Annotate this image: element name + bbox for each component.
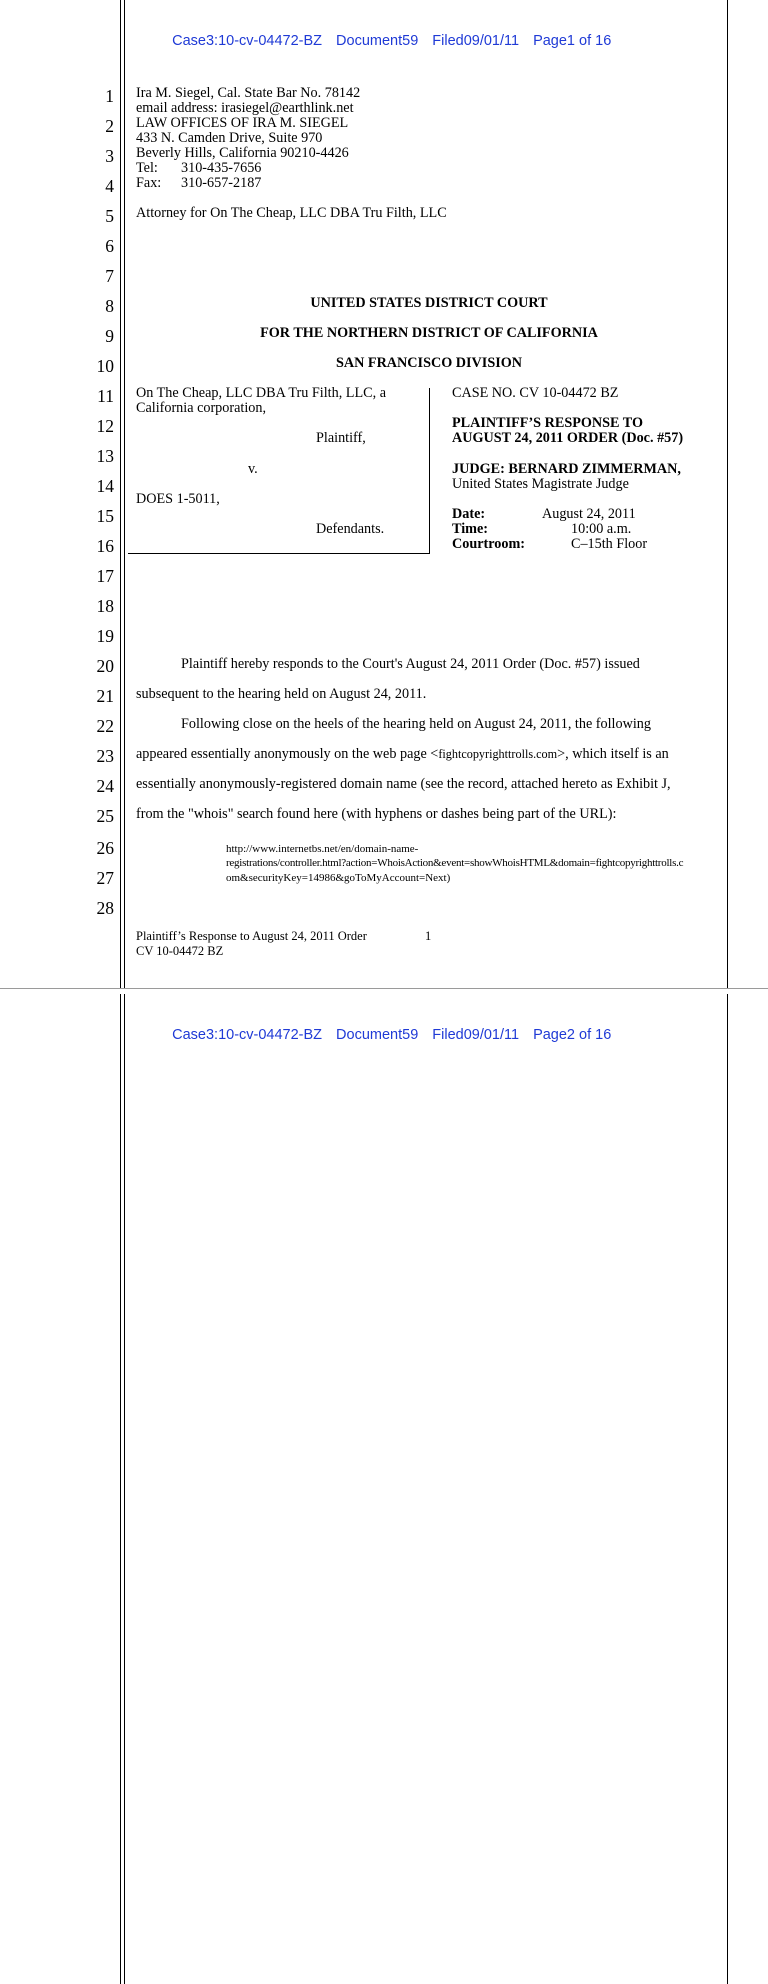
line-number: 14: [96, 476, 114, 496]
attorney-fax: 310-657-2187: [181, 175, 262, 191]
attorney-fax-label: Fax:: [136, 175, 162, 191]
line-number: 21: [96, 686, 114, 706]
line-number: 5: [105, 206, 114, 226]
caption-divider: [429, 388, 430, 554]
document-title-line2: AUGUST 24, 2011 ORDER (Doc. #57): [452, 430, 684, 446]
header-page: Page2 of 16: [533, 1027, 612, 1043]
attorney-name: Ira M. Siegel, Cal. State Bar No. 78142: [136, 85, 361, 101]
body-line-24: essentially anonymously-registered domain name (see the record, attached hereto as Exhibit J,: [136, 776, 671, 792]
left-margin-rule-outer: [120, 994, 121, 1984]
line-number: 25: [96, 806, 114, 826]
line-number: 18: [96, 596, 114, 616]
line-number: 9: [105, 326, 114, 346]
attorney-city: Beverly Hills, California 90210-4426: [136, 145, 349, 161]
body-line-23-start: appeared essentially anonymously on the web page <: [136, 746, 439, 762]
time-label: Time:: [452, 521, 488, 537]
line-number: 10: [96, 356, 114, 376]
line-number: 4: [105, 176, 114, 196]
header-document: Document59: [336, 33, 419, 49]
right-margin-rule: [727, 994, 728, 1984]
line-number: 7: [105, 266, 114, 286]
body-line-23: [136, 747, 669, 762]
attorney-for: Attorney for On The Cheap, LLC DBA Tru Filth, LLC: [136, 205, 447, 221]
body-line-23-end: >, which itself is an: [557, 746, 669, 762]
header-case: Case3:10-cv-04472-BZ: [172, 33, 323, 49]
body-line-20: Plaintiff hereby responds to the Court's August 24, 2011 Order (Doc. #57) issued: [181, 656, 640, 672]
defendant-label: Defendants.: [316, 521, 385, 537]
time-value: 10:00 a.m.: [571, 521, 632, 537]
left-margin-rule-outer: [120, 0, 121, 990]
caption-bottom-rule: [128, 553, 430, 554]
header-filed: Filed09/01/11: [432, 33, 520, 49]
line-number: 22: [96, 716, 114, 736]
line-number: 23: [96, 746, 114, 766]
plaintiff-label: Plaintiff,: [316, 430, 366, 446]
pdf-page-1: [0, 0, 768, 990]
url-line-2: registrations/controller.html?action=WhoisAction&event=showWhoisHTML&domain=fightcopyrighttrolls.c: [226, 857, 684, 869]
pdf-page-2: [0, 994, 768, 1984]
defendant-name: DOES 1-5011,: [136, 491, 220, 507]
line-number: 12: [96, 416, 114, 436]
document-title-line1: PLAINTIFF’S RESPONSE TO: [452, 415, 644, 431]
body-line-21: subsequent to the hearing held on August 24, 2011.: [136, 686, 427, 702]
versus: v.: [248, 461, 258, 477]
court-district: FOR THE NORTHERN DISTRICT OF CALIFORNIA: [260, 325, 598, 341]
line-number: 11: [97, 386, 114, 406]
date-value: August 24, 2011: [542, 506, 636, 522]
line-number: 17: [96, 566, 114, 586]
ecf-header: [156, 1011, 625, 1059]
attorney-firm: LAW OFFICES OF IRA M. SIEGEL: [136, 115, 349, 131]
header-page: Page1 of 16: [533, 33, 612, 49]
attorney-tel: 310-435-7656: [181, 160, 262, 176]
line-number: 27: [96, 868, 114, 888]
attorney-street: 433 N. Camden Drive, Suite 970: [136, 130, 323, 146]
line-number: 1: [105, 86, 114, 106]
line-number: 28: [96, 898, 114, 918]
line-number: 13: [96, 446, 114, 466]
judge-name: JUDGE: BERNARD ZIMMERMAN,: [452, 461, 681, 477]
line-number: 15: [96, 506, 114, 526]
header-case: Case3:10-cv-04472-BZ: [172, 1027, 323, 1043]
footer-title: Plaintiff’s Response to August 24, 2011 Order: [136, 929, 367, 943]
line-number: 20: [96, 656, 114, 676]
web-page-name: fightcopyrighttrolls.com: [438, 747, 558, 761]
attorney-email: email address: irasiegel@earthlink.net: [136, 100, 354, 116]
courtroom-label: Courtroom:: [452, 536, 526, 552]
case-number: CASE NO. CV 10-04472 BZ: [452, 385, 619, 401]
footer-page-number: 1: [425, 929, 432, 943]
court-division: SAN FRANCISCO DIVISION: [335, 355, 523, 371]
left-margin-rule-inner: [124, 0, 125, 990]
footer-case-number: CV 10-04472 BZ: [136, 944, 224, 958]
header-document: Document59: [336, 1027, 419, 1043]
attorney-tel-label: Tel:: [136, 160, 158, 176]
plaintiff-type: California corporation,: [136, 400, 267, 416]
court-name: UNITED STATES DISTRICT COURT: [310, 295, 548, 311]
date-label: Date:: [452, 506, 486, 522]
left-margin-rule-inner: [124, 994, 125, 1984]
right-margin-rule: [727, 0, 728, 990]
body-line-22: Following close on the heels of the hearing held on August 24, 2011, the following: [181, 716, 651, 732]
line-number: 8: [105, 296, 114, 316]
judge-title: United States Magistrate Judge: [452, 476, 629, 492]
line-number: 2: [105, 116, 114, 136]
courtroom-value: C–15th Floor: [571, 536, 648, 552]
line-number: 24: [96, 776, 114, 796]
ecf-header: [156, 17, 625, 65]
url-line-1: http://www.internetbs.net/en/domain-name-: [226, 843, 419, 855]
line-number: 26: [96, 838, 114, 858]
line-number: 3: [105, 146, 114, 166]
line-number: 16: [96, 536, 114, 556]
header-filed: Filed09/01/11: [432, 1027, 520, 1043]
line-number: 6: [105, 236, 114, 256]
body-line-25: from the "whois" search found here (with hyphens or dashes being part of the URL):: [136, 806, 617, 822]
line-number: 19: [96, 626, 114, 646]
url-line-3: om&securityKey=14986&goToMyAccount=Next): [226, 872, 451, 884]
plaintiff-name: On The Cheap, LLC DBA Tru Filth, LLC, a: [136, 385, 386, 401]
